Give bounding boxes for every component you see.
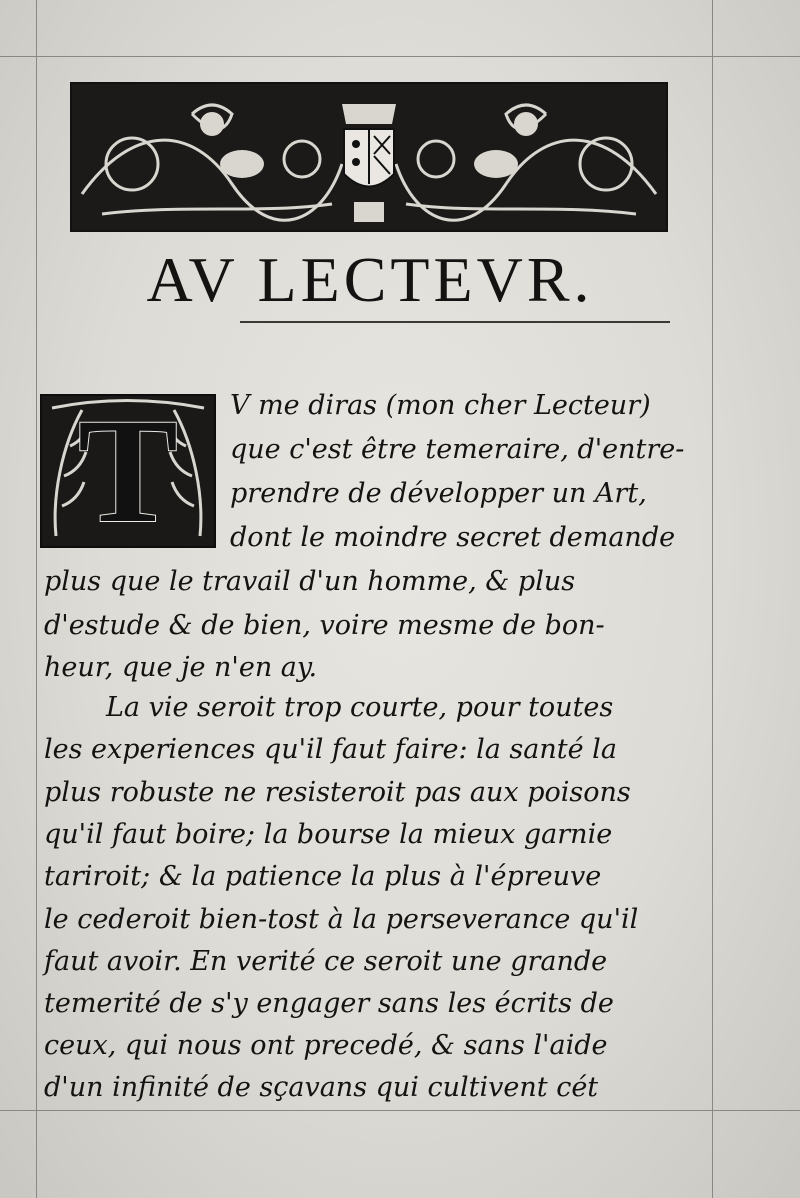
- text-line: ceux, qui nous ont precedé, & sans l'aide: [44, 1030, 608, 1061]
- text-line: dont le moindre secret demande: [230, 522, 676, 553]
- page-frame-bottom: [0, 1110, 800, 1111]
- text-line: plus robuste ne resisteroit pas aux poisons: [44, 777, 631, 808]
- headpiece-ornament-icon: [70, 82, 668, 232]
- text-line: d'un infinité de sçavans qui cultivent cét: [44, 1072, 599, 1103]
- page-frame-top: [0, 56, 800, 57]
- page-frame-right: [712, 0, 713, 1198]
- title-underline: [240, 321, 670, 323]
- text-line: le cederoit bien-tost à la perseverance qu'il: [44, 904, 639, 935]
- text-line: prendre de développer un Art,: [230, 478, 647, 509]
- text-line: faut avoir. En verité ce seroit une grande: [44, 946, 608, 977]
- text-line: les experiences qu'il faut faire: la santé la: [44, 734, 617, 765]
- text-line: tariroit; & la patience la plus à l'épreuve: [44, 861, 602, 892]
- text-line: La vie seroit trop courte, pour toutes: [106, 692, 614, 723]
- text-line: plus que le travail d'un homme, & plus: [44, 566, 576, 597]
- dropcap-letter: T: [77, 388, 179, 554]
- text-line: d'estude & de bien, voire mesme de bon-: [44, 610, 605, 641]
- dropcap-ornament-icon: [40, 388, 216, 554]
- text-line: que c'est être temeraire, d'entre-: [230, 434, 685, 465]
- text-line: temerité de s'y engager sans les écrits de: [44, 988, 614, 1019]
- page-frame-left: [36, 0, 37, 1198]
- text-line: V me diras (mon cher Lecteur): [230, 390, 651, 421]
- page-title: AV LECTEVR.: [146, 244, 594, 315]
- text-line: heur, que je n'en ay.: [44, 652, 318, 683]
- text-line: qu'il faut boire; la bourse la mieux garnie: [44, 819, 613, 850]
